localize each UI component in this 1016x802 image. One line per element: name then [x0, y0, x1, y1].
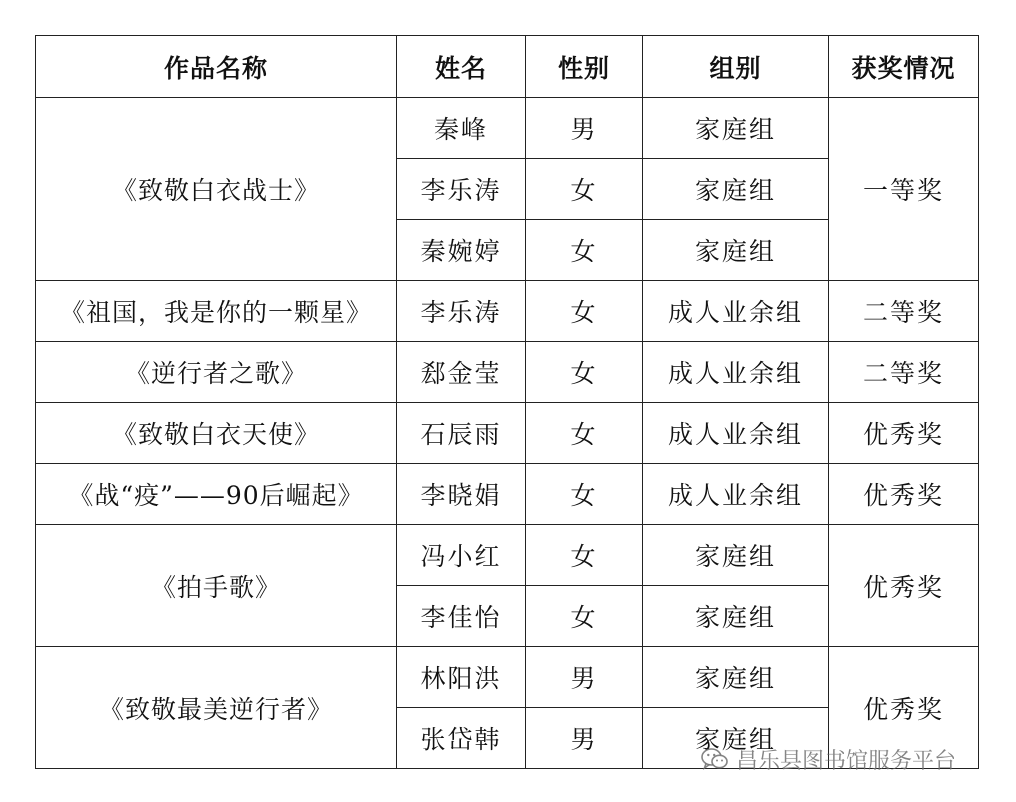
- group-cell: 家庭组: [643, 220, 829, 281]
- header-gender: 性别: [526, 36, 643, 98]
- award-cell: 二等奖: [829, 281, 979, 342]
- award-cell: 优秀奖: [829, 464, 979, 525]
- header-group: 组别: [643, 36, 829, 98]
- name-cell: 李晓娟: [397, 464, 526, 525]
- table-row: [36, 98, 979, 159]
- group-cell: 家庭组: [643, 159, 829, 220]
- work-title-cell: 《致敬白衣天使》: [36, 403, 397, 464]
- group-cell: 成人业余组: [643, 281, 829, 342]
- gender-cell: 女: [526, 342, 643, 403]
- award-cell: 二等奖: [829, 342, 979, 403]
- award-cell: 优秀奖: [829, 525, 979, 647]
- group-cell: 家庭组: [643, 647, 829, 708]
- table-row: [36, 525, 979, 586]
- group-cell: 成人业余组: [643, 342, 829, 403]
- gender-cell: 男: [526, 98, 643, 159]
- header-award: 获奖情况: [829, 36, 979, 98]
- award-cell: 一等奖: [829, 98, 979, 281]
- group-cell: 成人业余组: [643, 403, 829, 464]
- work-title-cell: 《逆行者之歌》: [36, 342, 397, 403]
- table-row: [36, 281, 979, 342]
- table-row: [36, 403, 979, 464]
- header-name: 姓名: [397, 36, 526, 98]
- work-title-cell: 《致敬白衣战士》: [36, 98, 397, 281]
- work-title-cell: 《战“疫”——90后崛起》: [36, 464, 397, 525]
- gender-cell: 女: [526, 586, 643, 647]
- gender-cell: 女: [526, 464, 643, 525]
- group-cell: 家庭组: [643, 708, 829, 769]
- name-cell: 张岱韩: [397, 708, 526, 769]
- name-cell: 石辰雨: [397, 403, 526, 464]
- group-cell: 成人业余组: [643, 464, 829, 525]
- gender-cell: 女: [526, 403, 643, 464]
- work-title-cell: 《致敬最美逆行者》: [36, 647, 397, 769]
- header-work: 作品名称: [36, 36, 397, 98]
- table-row: [36, 342, 979, 403]
- name-cell: 李乐涛: [397, 281, 526, 342]
- table-row: [36, 647, 979, 708]
- gender-cell: 女: [526, 281, 643, 342]
- watermark-text: 昌乐县图书馆服务平台: [736, 748, 957, 774]
- table-header-row: [36, 36, 979, 98]
- gender-cell: 女: [526, 525, 643, 586]
- work-title-cell: 《祖国，我是你的一颗星》: [36, 281, 397, 342]
- name-cell: 秦婉婷: [397, 220, 526, 281]
- name-cell: 李乐涛: [397, 159, 526, 220]
- name-cell: 郄金莹: [397, 342, 526, 403]
- gender-cell: 男: [526, 708, 643, 769]
- award-cell: 优秀奖: [829, 647, 979, 769]
- group-cell: 家庭组: [643, 525, 829, 586]
- work-title-cell: 《拍手歌》: [36, 525, 397, 647]
- gender-cell: 女: [526, 220, 643, 281]
- award-cell: 优秀奖: [829, 403, 979, 464]
- name-cell: 林阳洪: [397, 647, 526, 708]
- gender-cell: 男: [526, 647, 643, 708]
- award-table: [35, 35, 979, 769]
- name-cell: 李佳怡: [397, 586, 526, 647]
- group-cell: 家庭组: [643, 98, 829, 159]
- name-cell: 秦峰: [397, 98, 526, 159]
- name-cell: 冯小红: [397, 525, 526, 586]
- group-cell: 家庭组: [643, 586, 829, 647]
- table-row: [36, 464, 979, 525]
- gender-cell: 女: [526, 159, 643, 220]
